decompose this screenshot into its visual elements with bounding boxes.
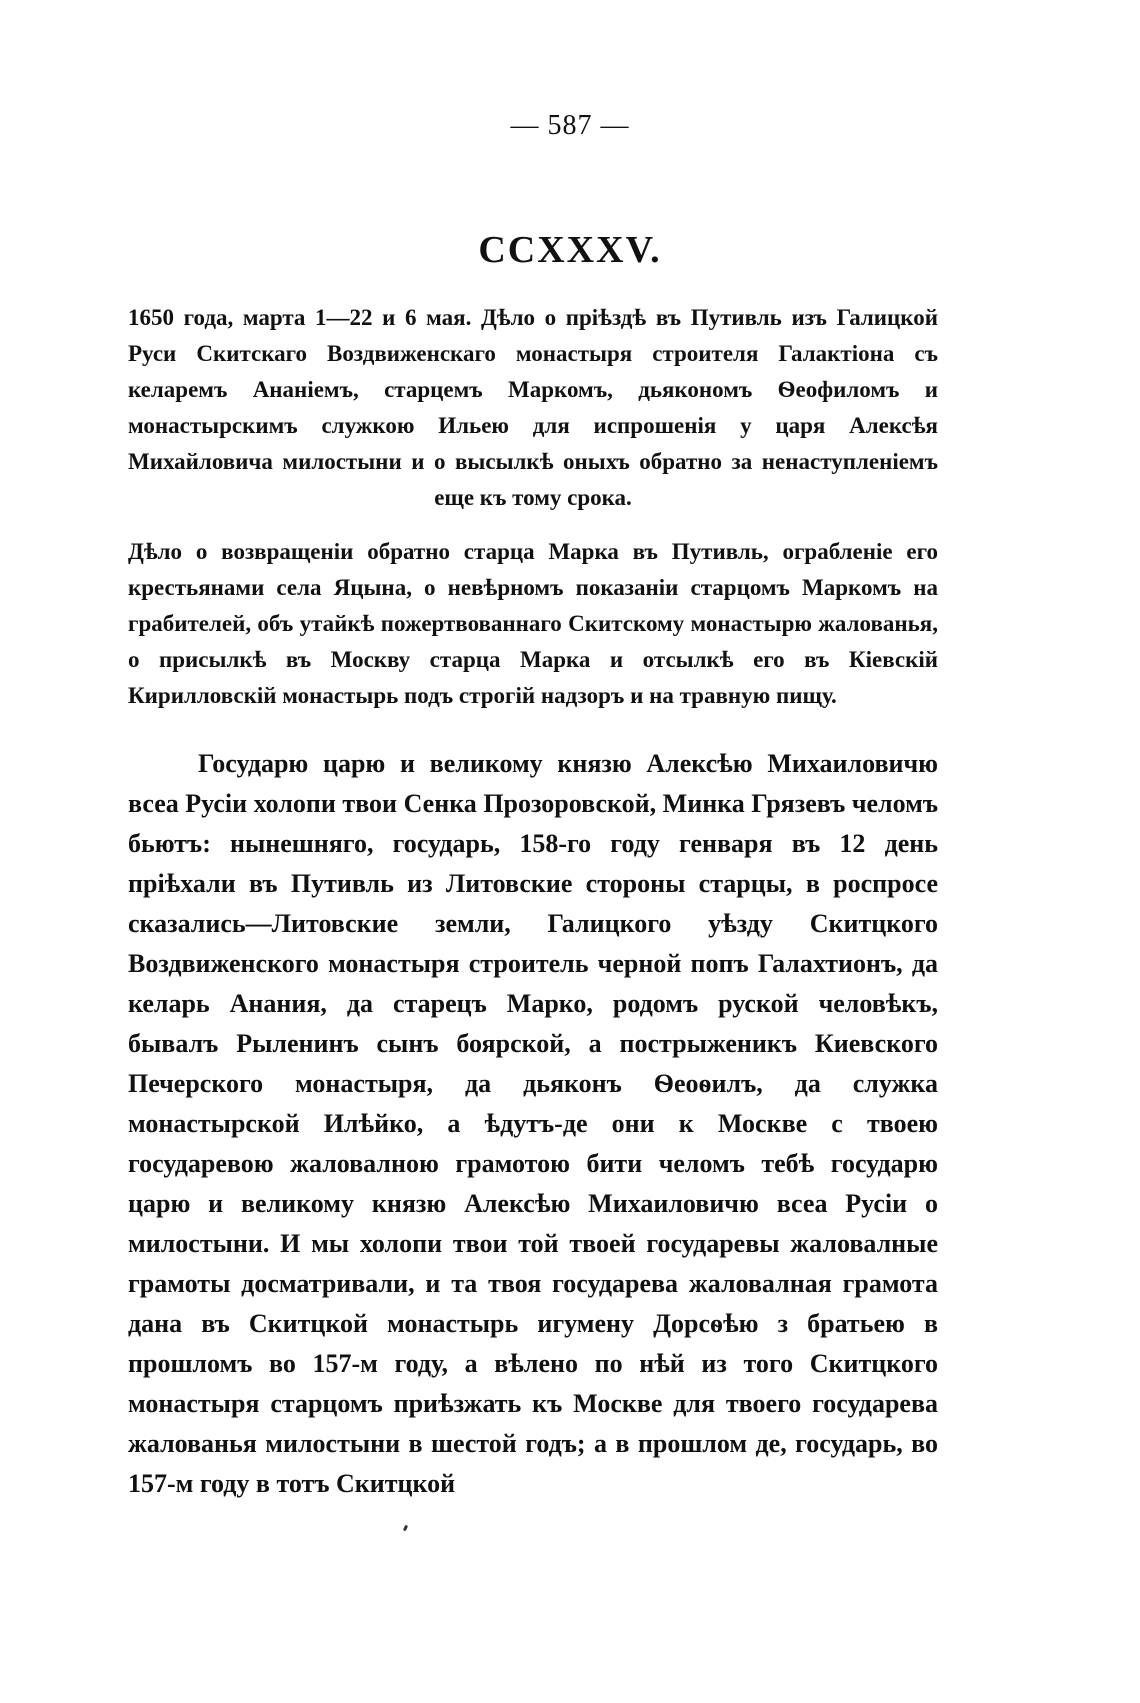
ink-speck: [403, 1525, 408, 1532]
document-heading: 1650 года, марта 1—22 и 6 мая. Дѣло о пріѣздѣ въ Путивль изъ Галицкой Руси Скитскаго Воздвиженскаго монастыря строителя Галактіона съ келаремъ Ананіемъ, старцемъ Маркомъ, дьякономъ Ѳеофиломъ и монастырскимъ служкою Ильею для испрошенія у царя Алексѣя Михайловича милостыни и о высылкѣ оныхъ обратно за ненаступленіемъ еще къ тому срока.: [128, 305, 938, 510]
page-number: — 587 —: [510, 110, 630, 141]
body-paragraph: Государю царю и великому князю Алексѣю Михаиловичю всеа Русіи холопи твои Сенка Прозоровской, Минка Грязевъ челомъ бьютъ: нынешняго, государь, 158-го году генваря въ 12 день пріѣхали въ Путивль из Литовские стороны старцы, в роспросе сказались—Литовские земли, Галицкого уѣзду Скитцкого Воздвиженского монастыря строитель черной попъ Галахтионъ, да келарь Анания, да старецъ Марко, родомъ руской человѣкъ, бывалъ Рыленинъ сынъ боярской, а пострыженикъ Киевского Печерского монастыря, да дьяконъ Ѳеоѳилъ, да служка монастырской Илѣйко, а ѣдутъ-де они к Москве с твоею государевою жаловалною грамотою бити челомъ тебѣ государю царю и великому князю Алексѣю Михаиловичю всеа Русіи о милостыни. И мы холопи твои той твоей государевы жаловалные грамоты досматривали, и та твоя государева жаловалная грамота дана въ Скитцкой монастырь игумену Дорсѳѣю з братьею в прошломъ во 157-м году, а вѣлено по нѣй из того Скитцкого монастыря старцомъ приѣзжать къ Москве для твоего государева жалованья милостыни в шестой годъ; а в прошлом де, государь, во 157-м году в тотъ Скитцкой: [128, 749, 938, 1498]
document-number: CCXXXV.: [478, 229, 662, 271]
document-summary: Дѣло о возвращеніи обратно старца Марка въ Путивль, ограбленіе его крестьянами села Яцына, о невѣрномъ показаніи старцомъ Маркомъ на грабителей, объ утайкѣ пожертвованнаго Скитскому монастырю жалованья, о присылкѣ въ Москву старца Марка и отсылкѣ его въ Кіевскій Кирилловскій монастырь подъ строгій надзоръ и на травную пищу.: [128, 539, 938, 708]
